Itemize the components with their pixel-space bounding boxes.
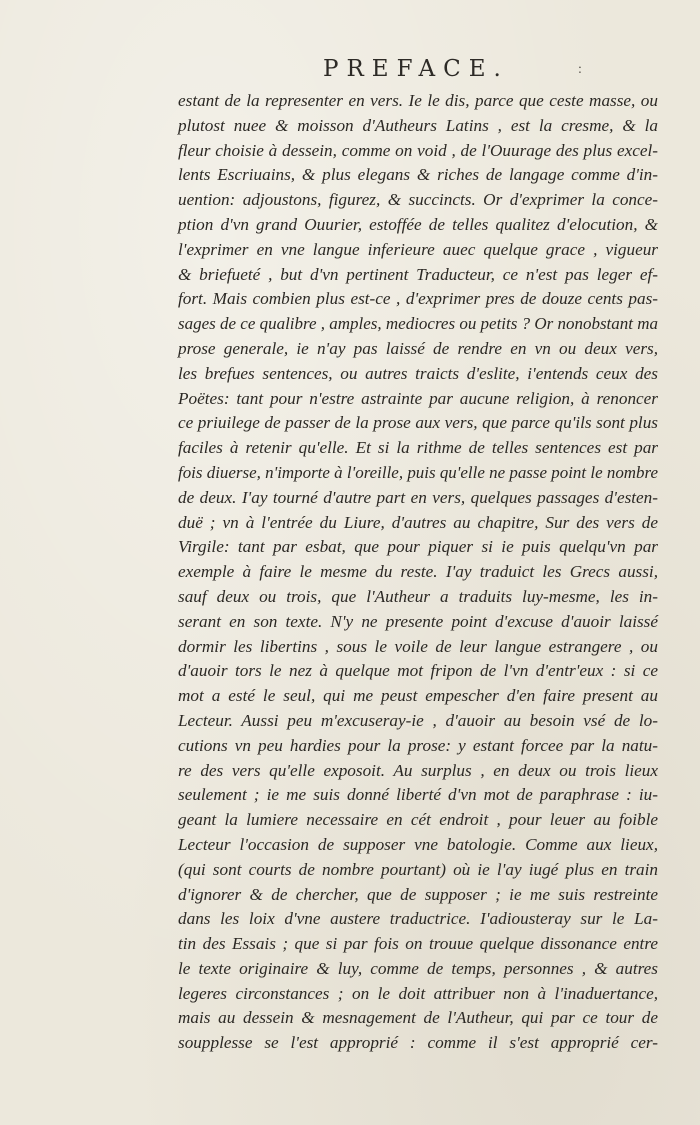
text-line: sages de ce qualibre , amples, mediocres ou petits ? Or nonobstant ma — [178, 314, 658, 334]
text-line: (qui sont courts de nombre pourtant) où ie l'ay iugé plus en train — [178, 859, 658, 879]
text-line: plutost nuee & moisson d'Autheurs Latins , est la cresme, & la — [178, 115, 658, 135]
text-line: mot a esté le seul, qui me peust empescher d'en faire present au — [178, 686, 658, 706]
page-header-title: PREFACE. — [323, 56, 509, 82]
text-line: estant de la representer en vers. Ie le dis, parce que ceste masse, ou — [178, 91, 658, 110]
text-line: Lecteur l'occasion de supposer vne batologie. Comme aux lieux, — [178, 834, 658, 854]
text-line: faciles à retenir qu'elle. Et si la rithme de telles sentences est par — [178, 438, 658, 458]
text-line: re des vers qu'elle exposoit. Au surplus , en deux ou trois lieux — [178, 760, 658, 780]
text-line: sauf deux ou trois, que l'Autheur a traduits luy-mesme, les in- — [178, 586, 658, 606]
text-line: exemple à faire le mesme du reste. I'ay traduict les Grecs aussi, — [178, 562, 658, 582]
text-line: serant en son texte. N'y ne presente point d'excuse d'auoir laissé — [178, 611, 658, 631]
text-line: seulement ; ie me suis donné liberté d'vn mot de paraphrase : iu- — [178, 785, 658, 805]
text-line: uention: adjoustons, figurez, & succincts. Or d'exprimer la conce- — [178, 190, 658, 210]
text-line: d'auoir tors le nez à quelque mot fripon de l'vn d'entr'eux : si ce — [178, 661, 658, 681]
text-line: dormir les libertins , sous le voile de leur langue estrangere , ou — [178, 636, 658, 656]
text-line: l'exprimer en vne langue inferieure auec quelque grace , vigueur — [178, 239, 658, 259]
header-ornament-mark: : — [578, 62, 582, 77]
text-line: ce priuilege de passer de la prose aux vers, que parce qu'ils sont plus — [178, 413, 658, 433]
text-line: fois diuerse, n'importe à l'oreille, puis qu'elle ne passe point le nombre — [178, 462, 658, 482]
text-line: dans les loix d'vne austere traductrice. I'adiousteray sur le La- — [178, 909, 658, 929]
text-line: le texte originaire & luy, comme de temps, personnes , & autres — [178, 958, 658, 978]
text-line: les brefues sentences, ou autres traicts d'eslite, i'entends ceux des — [178, 363, 658, 383]
text-line: geant la lumiere necessaire en cét endroit , pour leuer au foible — [178, 810, 658, 830]
text-line: & briefueté , but d'vn pertinent Traducteur, ce n'est pas leger ef- — [178, 264, 658, 284]
text-line: fort. Mais combien plus est-ce , d'exprimer pres de douze cents pas- — [178, 289, 658, 309]
text-line: soupplesse se l'est approprié : comme il s'est approprié cer- — [178, 1033, 658, 1053]
text-line: duë ; vn à l'entrée du Liure, d'autres au chapitre, Sur des vers de — [178, 512, 658, 532]
text-line: mais au dessein & mesnagement de l'Autheur, qui par ce tour de — [178, 1008, 658, 1028]
text-line: prose generale, ie n'ay pas laissé de rendre en vn ou deux vers, — [178, 338, 658, 358]
text-line: d'ignorer & de chercher, que de supposer ; ie me suis restreinte — [178, 884, 658, 904]
body-text — [178, 89, 658, 1056]
text-line: cutions vn peu hardies pour la prose: y estant forcee par la natu- — [178, 735, 658, 755]
text-line: fleur choisie à dessein, comme on void , de l'Ouurage des plus excel- — [178, 140, 658, 160]
text-line: Virgile: tant par esbat, que pour piquer si ie puis quelqu'vn par — [178, 537, 658, 557]
text-line: de deux. I'ay tourné d'autre part en vers, quelques passages d'esten- — [178, 487, 658, 507]
text-line: Lecteur. Aussi peu m'excuseray-ie , d'auoir au besoin vsé de lo- — [178, 710, 658, 730]
text-line: Poëtes: tant pour n'estre astrainte par aucune religion, à renoncer — [178, 388, 658, 408]
text-line: lents Escriuains, & plus elegans & riches de langage comme d'in- — [178, 165, 658, 185]
text-line: ption d'vn grand Ouurier, estoffée de telles qualitez d'elocution, & — [178, 214, 658, 234]
text-line: legeres circonstances ; on le doit attribuer non à l'inaduertance, — [178, 983, 658, 1003]
text-line: tin des Essais ; que si par fois on trouue quelque dissonance entre — [178, 934, 658, 954]
